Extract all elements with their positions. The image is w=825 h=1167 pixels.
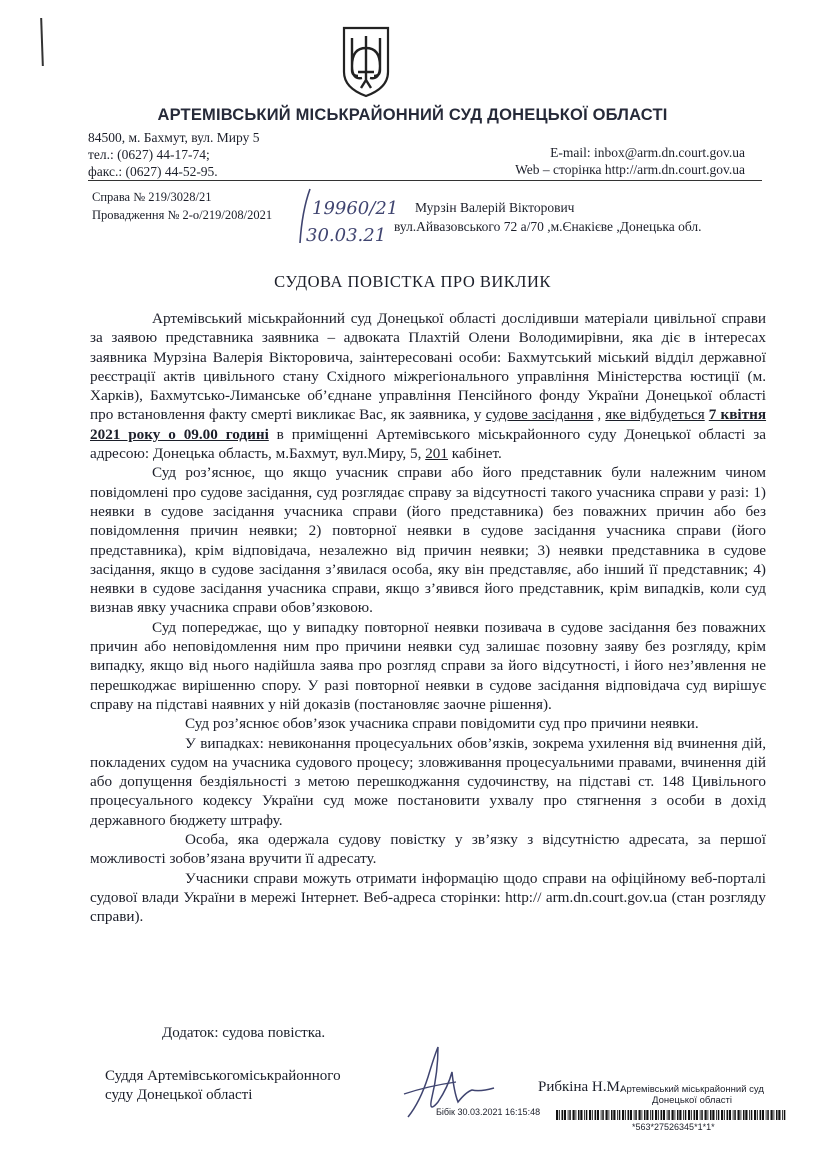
judge-position-line: Суддя Артемівськогоміськрайонного <box>105 1068 341 1084</box>
handwritten-registration-date: 30.03.21 <box>306 225 387 246</box>
margin-mark <box>40 18 44 66</box>
court-online-contacts <box>515 144 745 178</box>
recipient-name: Мурзін Валерій Вікторович <box>415 200 575 215</box>
document-title: СУДОВА ПОВІСТКА ПРО ВИКЛИК <box>274 272 551 291</box>
printed-by: Бібік 30.03.2021 16:15:48 <box>436 1107 544 1117</box>
recipient-address: вул.Айвазовського 72 а/70 ,м.Єнакієве ,Донецька обл. <box>394 219 702 234</box>
paragraph-web-info: Учасники справи можуть отримати інформацію щодо справи на офіційному веб-порталі судової влади України в мережі Інтернет. Веб-адреса сторінки: http:// arm.dn.court.gov.ua (стан розгляду справи). <box>90 869 766 926</box>
hearing-date: 7 квітня 2021 року о 09.00 годині <box>90 406 767 443</box>
header-divider <box>88 180 762 181</box>
handwritten-registration-number: 19960/21 <box>312 198 399 219</box>
hearing-when-label: яке відбудеться <box>605 406 705 424</box>
room-number: 201 <box>425 445 448 463</box>
court-name: АРТЕМІВСЬКИЙ МІСЬКРАЙОННИЙ СУД ДОНЕЦЬКОЇ ОБЛАСТІ <box>157 106 668 124</box>
hearing-label: судове засідання <box>485 406 594 424</box>
court-website: Web – сторінка http://arm.dn.court.gov.ua <box>515 162 745 177</box>
recipient-block <box>394 198 702 236</box>
stamp-line: Донецької області <box>652 1095 732 1106</box>
paragraph-delivery: Особа, яка одержала судову повістку у зв’язку з відсутністю адресата, за першої можливості зобов’язана вручити її адресату. <box>90 831 766 868</box>
court-phone: тел.: (0627) 44-17-74; <box>88 147 210 162</box>
judge-position-line: суду Донецької області <box>105 1087 253 1103</box>
judge-position <box>105 1067 341 1105</box>
paragraph-notify-duty: Суд роз’яснює обов’язок учасника справи повідомити суд про причини неявки. <box>185 715 699 733</box>
court-email: E-mail: inbox@arm.dn.court.gov.ua <box>550 145 745 160</box>
barcode-number: *563*27526345*1*1* <box>632 1122 715 1132</box>
paragraph-absence-rules: Суд роз’яснює, що якщо учасник справи або його представник були належним чином повідомлені про судове засідання, суд розглядає справу за відсутності такого учасника справи у разі: 1) неявки в судове засідання учасника справи (його представника) без поважних причин або без повідомлення причин неявки; 2) повторної неявки в судове засідання учасника справи (його представника), крім відповідача, незалежно від причин неявки; 3) неявки представника в судове засідання, якщо в судове засідання з’явилася особа, яку він представляє, або інший її представник; 4) неявки в судове засідання учасника справи, якщо з’явився його представник, крім випадків, коли суд визнав явку учасника справи обов’язковою. <box>90 464 766 617</box>
stamp-line: Артемівський міськрайонний суд <box>620 1084 764 1095</box>
paragraph-text: в приміщенні Артемівського міськрайонного суду Донецької області за адресою: Донецька область, м.Бахмут, вул.Миру, 5, <box>90 425 766 463</box>
court-address: 84500, м. Бахмут, вул. Миру 5 <box>88 130 260 145</box>
case-number: Справа № 219/3028/21 <box>92 190 212 204</box>
paragraph-text: , <box>593 406 606 424</box>
court-stamp-text <box>617 1084 767 1106</box>
paragraph-warning: Суд попереджає, що у випадку повторної неявки позивача в судове засідання без поважних причин або неповідомлення ним про причини неявки суд залишає позовну заяву без розгляду, крім випадку, якщо від нього надійшла заява про розгляд справи за його відсутності, і його нез’явлення не перешкоджає вирішенню спору. У разі повторної неявки в судове засідання відповідача суд вирішує справу на підставі наявних у ній доказів (постановляє заочне рішення). <box>90 618 766 713</box>
proceeding-number: Провадження № 2-о/219/208/2021 <box>92 208 273 222</box>
paragraph-summons <box>90 309 766 463</box>
trident-emblem-icon <box>340 26 392 98</box>
court-fax: факс.: (0627) 44-52-95. <box>88 164 218 179</box>
judge-name: Рибкіна Н.М. <box>538 1079 624 1095</box>
paragraph-fines: У випадках: невиконання процесуальних обов’язків, зокрема ухилення від вчинення дій, покладених судом на учасника судового процесу; зловживання процесуальними правами, вчинення дій або допущення бездіяльності з метою перешкоджання судочинству, на підставі ст. 148 Цивільного процесуального кодексу України суд може постановити ухвалу про стягнення з особи в дохід державного бюджету штрафу. <box>90 734 766 829</box>
attachment-note: Додаток: судова повістка. <box>162 1025 326 1041</box>
summons-body <box>90 309 766 927</box>
court-contacts <box>88 129 259 180</box>
paragraph-text: Артемівський міськрайонний суд Донецької області дослідивши матеріали цивільної справи за заявою представника заявника – адвоката Плахтій Олени Володимирівни, яка діє в інтересах заявника Мурзіна Валерія Вікторовича, заінтересовані особи: Бахмутський міський відділ державної реєстрації актів цивільного стану Східного міжрегіонального управління Міністерства юстиції (м. Харків), Бахмутсько-Лиманське об’єднане управління Пенсійного фонду України Донецької області про встановлення факту смерті викликає Вас, як заявника, у <box>90 310 766 424</box>
paragraph-text: кабінет. <box>447 445 502 463</box>
